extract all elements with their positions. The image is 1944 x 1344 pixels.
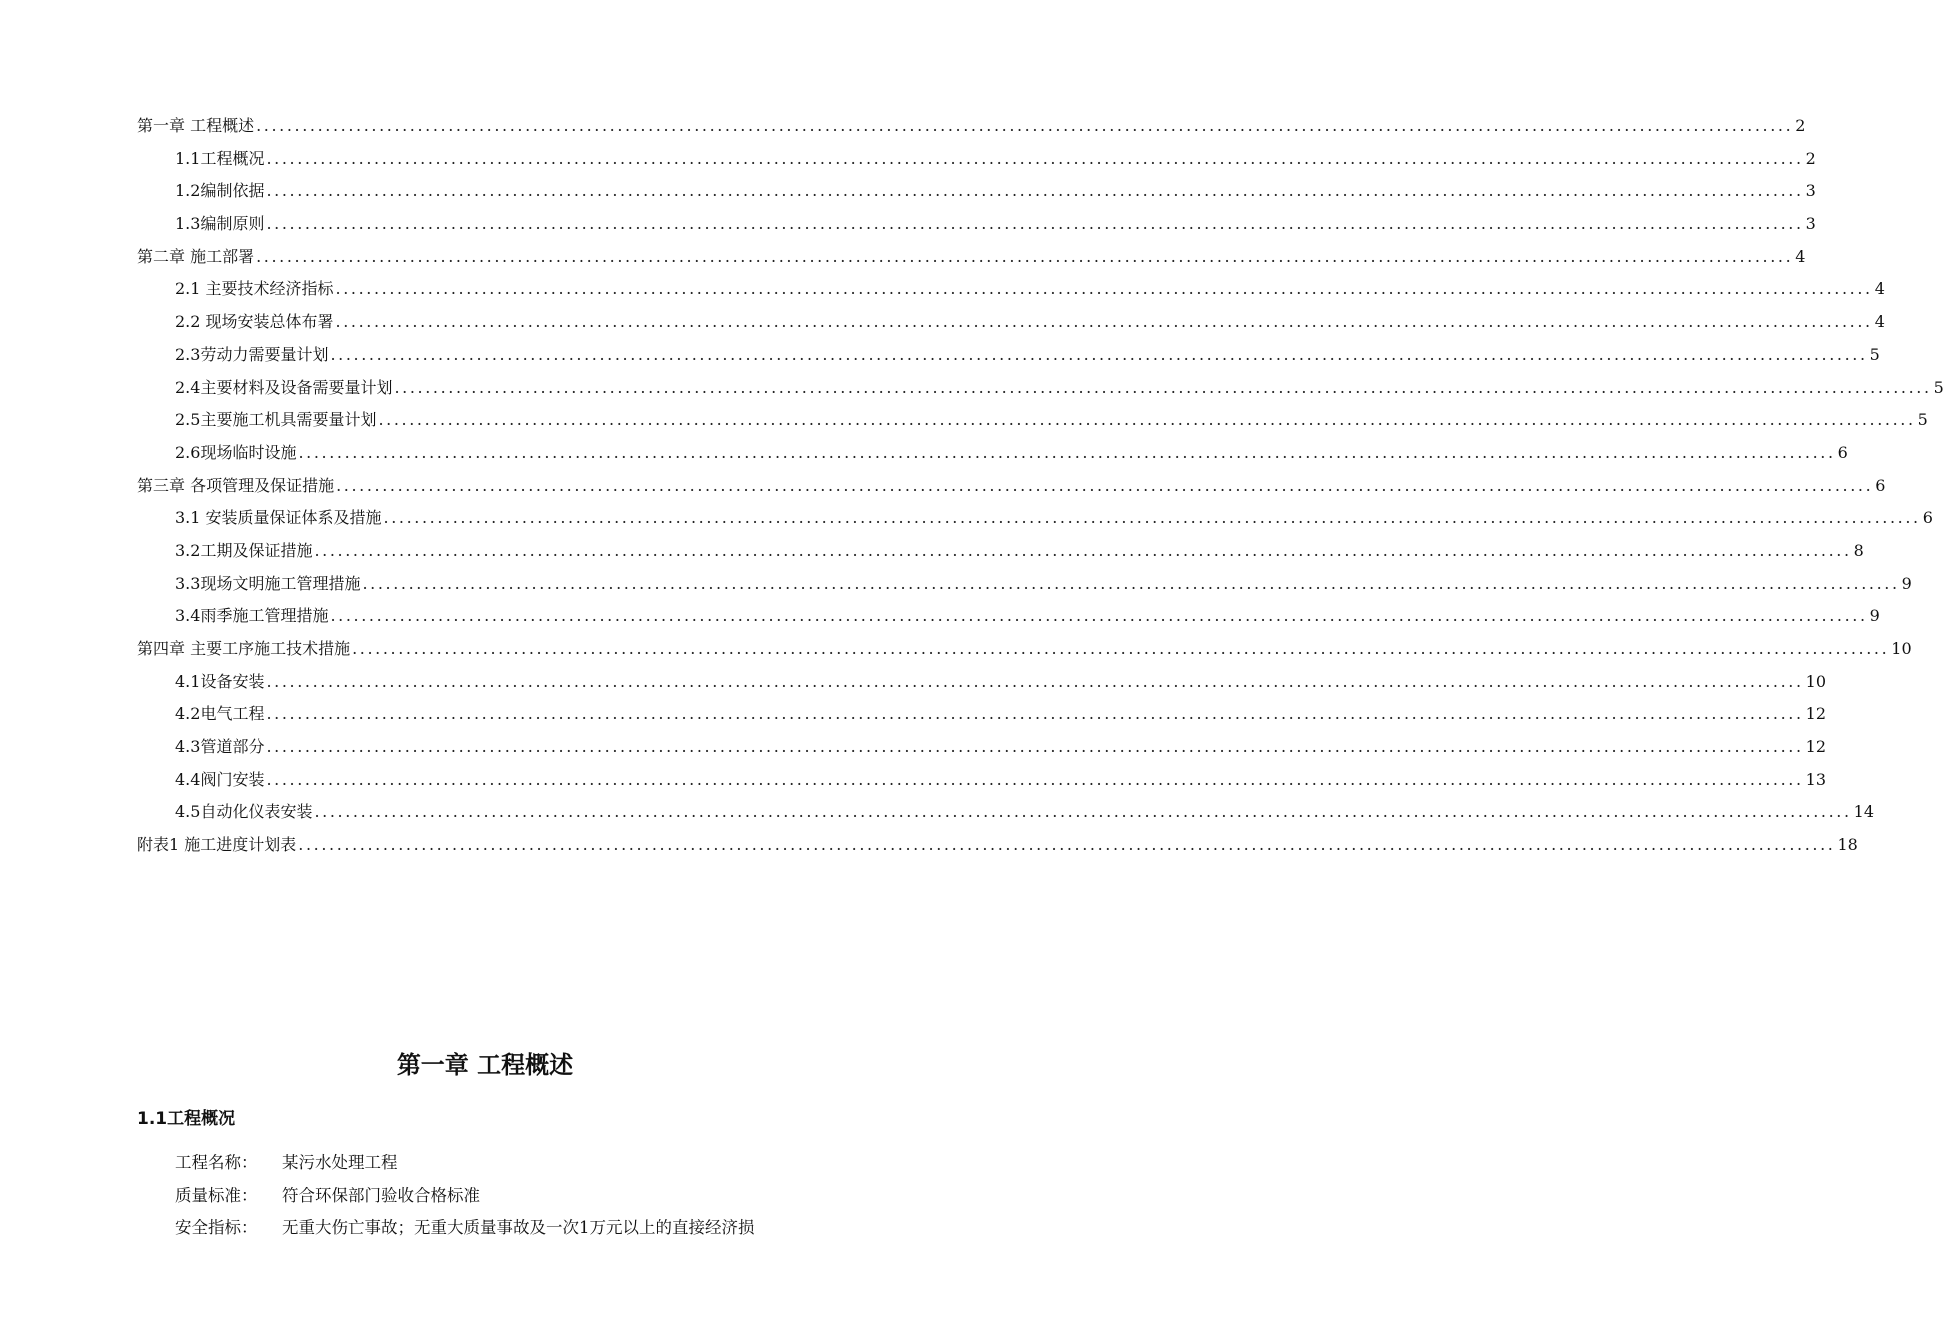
toc-entry[interactable] <box>137 175 1816 208</box>
toc-entry-page: 4 <box>1795 246 1806 266</box>
toc-entry[interactable] <box>137 404 1928 437</box>
toc-entry-page: 4 <box>1874 312 1885 332</box>
toc-leader-dots: ........................................................................................................................................................................................................ <box>266 769 1804 789</box>
toc-entry-label: 4.2电气工程 <box>175 704 265 724</box>
toc-entry[interactable] <box>137 796 1874 829</box>
toc-entry-page: 9 <box>1901 573 1912 593</box>
toc-entry-page: 14 <box>1853 802 1874 822</box>
section-heading: 1.1工程概况 <box>137 1109 236 1129</box>
toc-entry-page: 5 <box>1917 410 1928 430</box>
toc-entry-page: 3 <box>1805 181 1816 201</box>
info-key: 工程名称： <box>175 1153 258 1172</box>
toc-entry-label: 2.5主要施工机具需要量计划 <box>175 410 377 430</box>
toc-entry[interactable] <box>137 339 1880 372</box>
toc-entry-page: 8 <box>1853 540 1864 560</box>
toc-leader-dots: ........................................................................................................................................................................................................ <box>352 639 1890 658</box>
toc-entry[interactable] <box>137 829 1858 862</box>
toc-entry[interactable] <box>137 502 1933 535</box>
toc-entry-page: 6 <box>1837 442 1848 462</box>
toc-leader-dots: ........................................................................................................................................................................................................ <box>394 377 1932 397</box>
toc-entry-page: 9 <box>1869 606 1880 626</box>
toc-entry[interactable] <box>137 306 1885 339</box>
project-info <box>175 1147 875 1245</box>
toc-entry-label: 3.4雨季施工管理措施 <box>175 606 329 626</box>
toc-entry-page: 10 <box>1805 671 1826 691</box>
toc-entry-label: 3.3现场文明施工管理措施 <box>175 573 361 593</box>
toc-entry-page: 18 <box>1837 835 1858 855</box>
toc-entry-label: 2.1 主要技术经济指标 <box>175 279 334 299</box>
toc-entry-page: 2 <box>1795 116 1806 135</box>
toc-leader-dots: ........................................................................................................................................................................................................ <box>362 573 1900 593</box>
toc-entry[interactable] <box>137 273 1885 306</box>
table-of-contents <box>137 110 1944 862</box>
toc-entry[interactable] <box>137 535 1864 568</box>
info-row <box>175 1180 875 1213</box>
toc-entry-label: 4.3管道部分 <box>175 737 265 757</box>
toc-entry-label: 附表1 施工进度计划表 <box>137 835 297 855</box>
toc-entry[interactable] <box>137 372 1944 405</box>
toc-entry-page: 5 <box>1869 344 1880 364</box>
info-key: 质量标准： <box>175 1185 258 1205</box>
toc-entry[interactable] <box>137 110 1806 143</box>
toc-leader-dots: ........................................................................................................................................................................................................ <box>330 344 1868 364</box>
toc-entry-label: 第一章 工程概述 <box>137 116 255 135</box>
toc-entry[interactable] <box>137 698 1826 731</box>
toc-entry-page: 2 <box>1805 148 1816 168</box>
toc-entry[interactable] <box>137 437 1848 470</box>
toc-entry[interactable] <box>137 568 1912 601</box>
info-key: 安全指标： <box>175 1218 258 1237</box>
toc-leader-dots: ........................................................................................................................................................................................................ <box>266 214 1804 234</box>
toc-entry[interactable] <box>137 633 1912 666</box>
toc-leader-dots: ........................................................................................................................................................................................................ <box>266 671 1804 691</box>
toc-entry[interactable] <box>137 470 1886 503</box>
toc-entry-label: 2.4主要材料及设备需要量计划 <box>175 377 393 397</box>
info-value: 无重大伤亡事故；无重大质量事故及一次1万元以上的直接经济损 <box>282 1218 755 1237</box>
info-value: 符合环保部门验收合格标准 <box>282 1185 480 1205</box>
toc-leader-dots: ........................................................................................................................................................................................................ <box>266 148 1804 168</box>
toc-leader-dots: ........................................................................................................................................................................................................ <box>298 835 1836 855</box>
toc-entry-label: 2.2 现场安装总体布署 <box>175 312 334 332</box>
toc-entry[interactable] <box>137 600 1880 633</box>
toc-entry-page: 5 <box>1933 377 1944 397</box>
toc-leader-dots: ........................................................................................................................................................................................................ <box>335 279 1873 299</box>
toc-entry-label: 4.5自动化仪表安装 <box>175 802 313 822</box>
toc-leader-dots: ........................................................................................................................................................................................................ <box>336 475 1874 495</box>
toc-entry-label: 3.2工期及保证措施 <box>175 540 313 560</box>
toc-entry-label: 2.3劳动力需要量计划 <box>175 344 329 364</box>
toc-leader-dots: ........................................................................................................................................................................................................ <box>314 802 1852 822</box>
toc-entry-label: 4.1设备安装 <box>175 671 265 691</box>
toc-entry-page: 10 <box>1891 639 1912 658</box>
toc-entry[interactable] <box>137 666 1826 699</box>
info-row <box>175 1147 875 1180</box>
toc-entry-page: 12 <box>1805 704 1826 724</box>
toc-entry-label: 3.1 安装质量保证体系及措施 <box>175 508 382 528</box>
toc-leader-dots: ........................................................................................................................................................................................................ <box>256 116 1794 135</box>
toc-leader-dots: ........................................................................................................................................................................................................ <box>314 540 1852 560</box>
toc-entry-label: 2.6现场临时设施 <box>175 442 297 462</box>
toc-entry[interactable] <box>137 143 1816 176</box>
toc-leader-dots: ........................................................................................................................................................................................................ <box>335 312 1873 332</box>
toc-entry[interactable] <box>137 241 1806 274</box>
toc-entry-page: 12 <box>1805 737 1826 757</box>
toc-entry-page: 6 <box>1922 508 1933 528</box>
info-row <box>175 1212 875 1245</box>
toc-leader-dots: ........................................................................................................................................................................................................ <box>330 606 1868 626</box>
toc-leader-dots: ........................................................................................................................................................................................................ <box>266 737 1804 757</box>
toc-entry-label: 第二章 施工部署 <box>137 246 255 266</box>
toc-entry-page: 6 <box>1875 475 1886 495</box>
toc-entry-label: 4.4阀门安装 <box>175 769 265 789</box>
toc-leader-dots: ........................................................................................................................................................................................................ <box>266 704 1804 724</box>
toc-entry-page: 13 <box>1805 769 1826 789</box>
toc-entry[interactable] <box>137 208 1816 241</box>
chapter-title: 第一章 工程概述 <box>396 1051 574 1079</box>
toc-leader-dots: ........................................................................................................................................................................................................ <box>378 410 1916 430</box>
toc-leader-dots: ........................................................................................................................................................................................................ <box>298 442 1836 462</box>
info-value: 某污水处理工程 <box>282 1153 398 1172</box>
toc-entry-label: 第三章 各项管理及保证措施 <box>137 475 335 495</box>
toc-leader-dots: ........................................................................................................................................................................................................ <box>266 181 1804 201</box>
toc-entry[interactable] <box>137 764 1826 797</box>
toc-entry[interactable] <box>137 731 1826 764</box>
toc-entry-label: 1.3编制原则 <box>175 214 265 234</box>
toc-entry-page: 3 <box>1805 214 1816 234</box>
toc-leader-dots: ........................................................................................................................................................................................................ <box>383 508 1921 528</box>
toc-entry-label: 1.2编制依据 <box>175 181 265 201</box>
toc-entry-label: 第四章 主要工序施工技术措施 <box>137 639 351 658</box>
toc-entry-label: 1.1工程概况 <box>175 148 265 168</box>
toc-entry-page: 4 <box>1874 279 1885 299</box>
toc-leader-dots: ........................................................................................................................................................................................................ <box>256 246 1794 266</box>
